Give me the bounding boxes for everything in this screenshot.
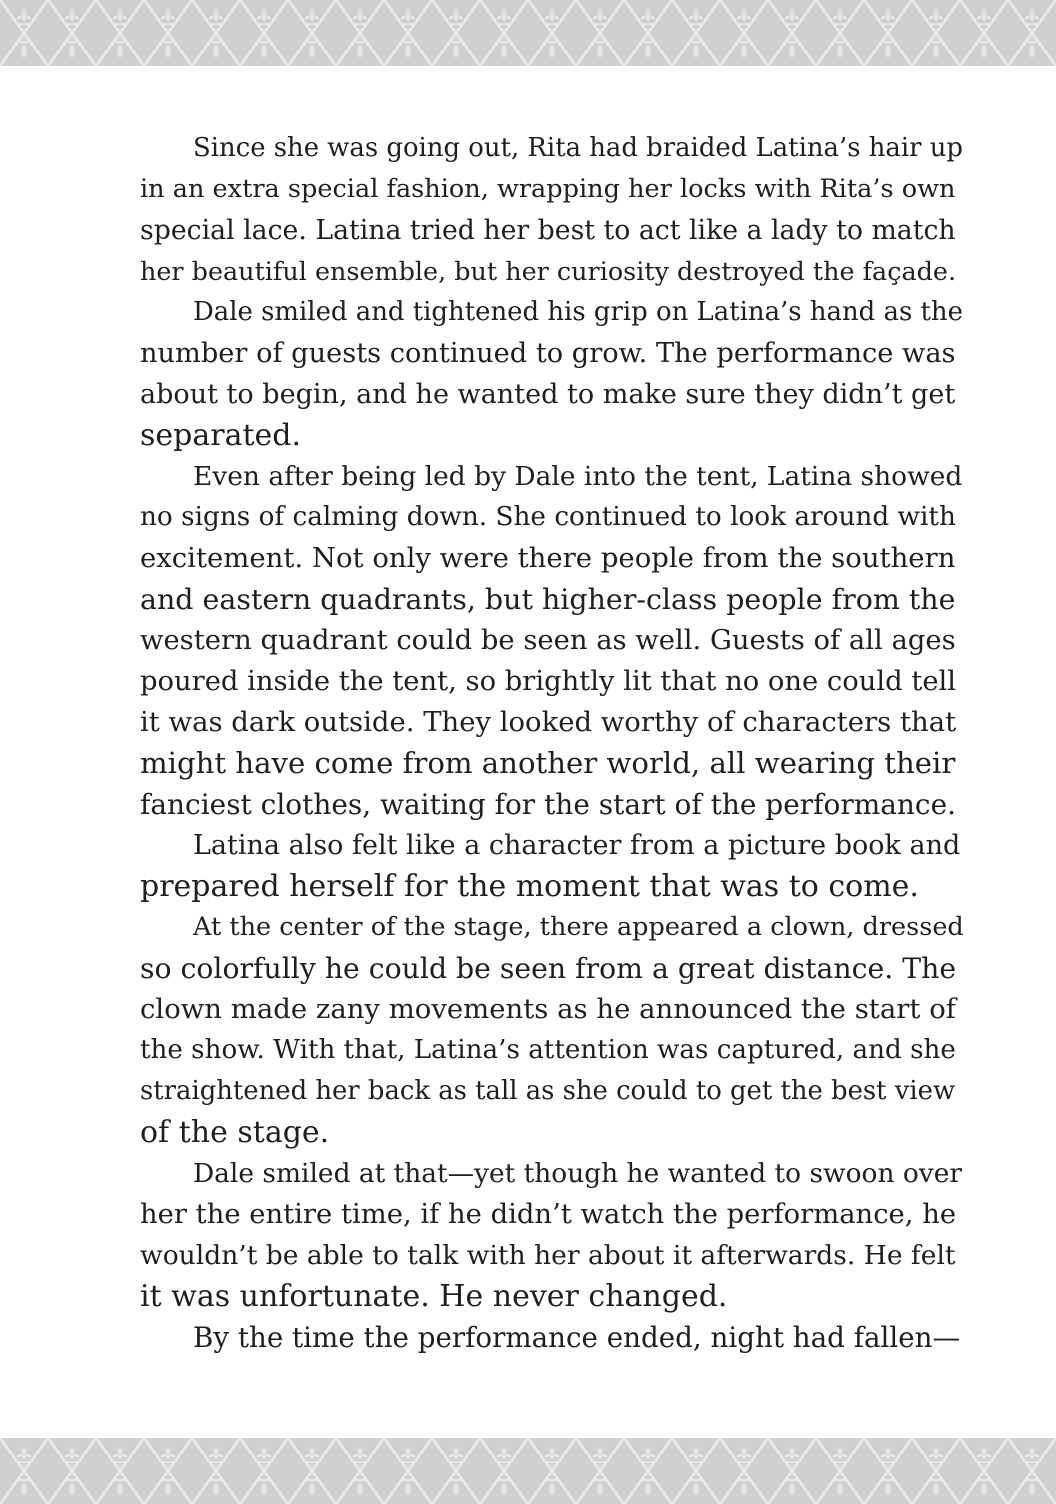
text-line: in an extra special fashion, wrapping her locks with Rita’s own [140,174,956,204]
fleur-de-lis-icon [0,0,1056,66]
text-line: her the entire time, if he didn’t watch the performance, he [140,1199,957,1230]
text-line: Dale smiled and tightened his grip on Latina’s hand as the [193,297,963,327]
text-line: and eastern quadrants, but higher-class people from the [140,583,956,616]
text-line: Since she was going out, Rita had braided Latina’s hair up [193,133,963,163]
text-line: Even after being led by Dale into the tent, Latina showed [193,461,963,492]
text-line: it was unfortunate. He never changed. [140,1279,728,1314]
text-line: Dale smiled at that—yet though he wanted to swoon over [193,1158,962,1189]
text-line: it was dark outside. They looked worthy of characters that [140,707,957,738]
text-line: about to begin, and he wanted to make sure they didn’t get [140,379,956,410]
text-line: straightened her back as tall as she could to get the best view [140,1076,956,1106]
text-line: might have come from another world, all wearing their [140,746,956,780]
text-line: the show. With that, Latina’s attention was captured, and she [140,1035,956,1065]
text-line: prepared herself for the moment that was to come. [140,869,919,904]
fleur-de-lis-icon [0,1438,1056,1504]
text-line: wouldn’t be able to talk with her about it afterwards. He felt [140,1240,956,1271]
text-line: separated. [140,418,302,453]
text-line: clown made zany movements as he announced the start of [140,993,956,1025]
body-text [140,128,964,1358]
top-ornamental-border [0,0,1056,66]
text-line: so colorfully he could be seen from a great distance. The [140,952,957,985]
text-line: excitement. Not only were there people from the southern [140,542,956,574]
text-line: western quadrant could be seen as well. Guests of all ages [140,625,956,656]
text-line: Latina also felt like a character from a picture book and [193,830,961,861]
text-line: special lace. Latina tried her best to act like a lady to match [140,215,956,246]
bottom-ornamental-border [0,1438,1056,1504]
text-line: number of guests continued to grow. The performance was [140,338,956,369]
text-line: fanciest clothes, waiting for the start of the performance. [140,788,957,821]
text-line: of the stage. [140,1115,330,1150]
text-line: no signs of calming down. She continued to look around with [140,502,956,532]
text-line: At the center of the stage, there appeared a clown, dressed [193,912,964,942]
text-line: By the time the performance ended, night had fallen— [193,1321,961,1354]
text-line: her beautiful ensemble, but her curiosity destroyed the façade. [140,256,957,286]
text-line: poured inside the tent, so brightly lit that no one could tell [140,666,957,697]
